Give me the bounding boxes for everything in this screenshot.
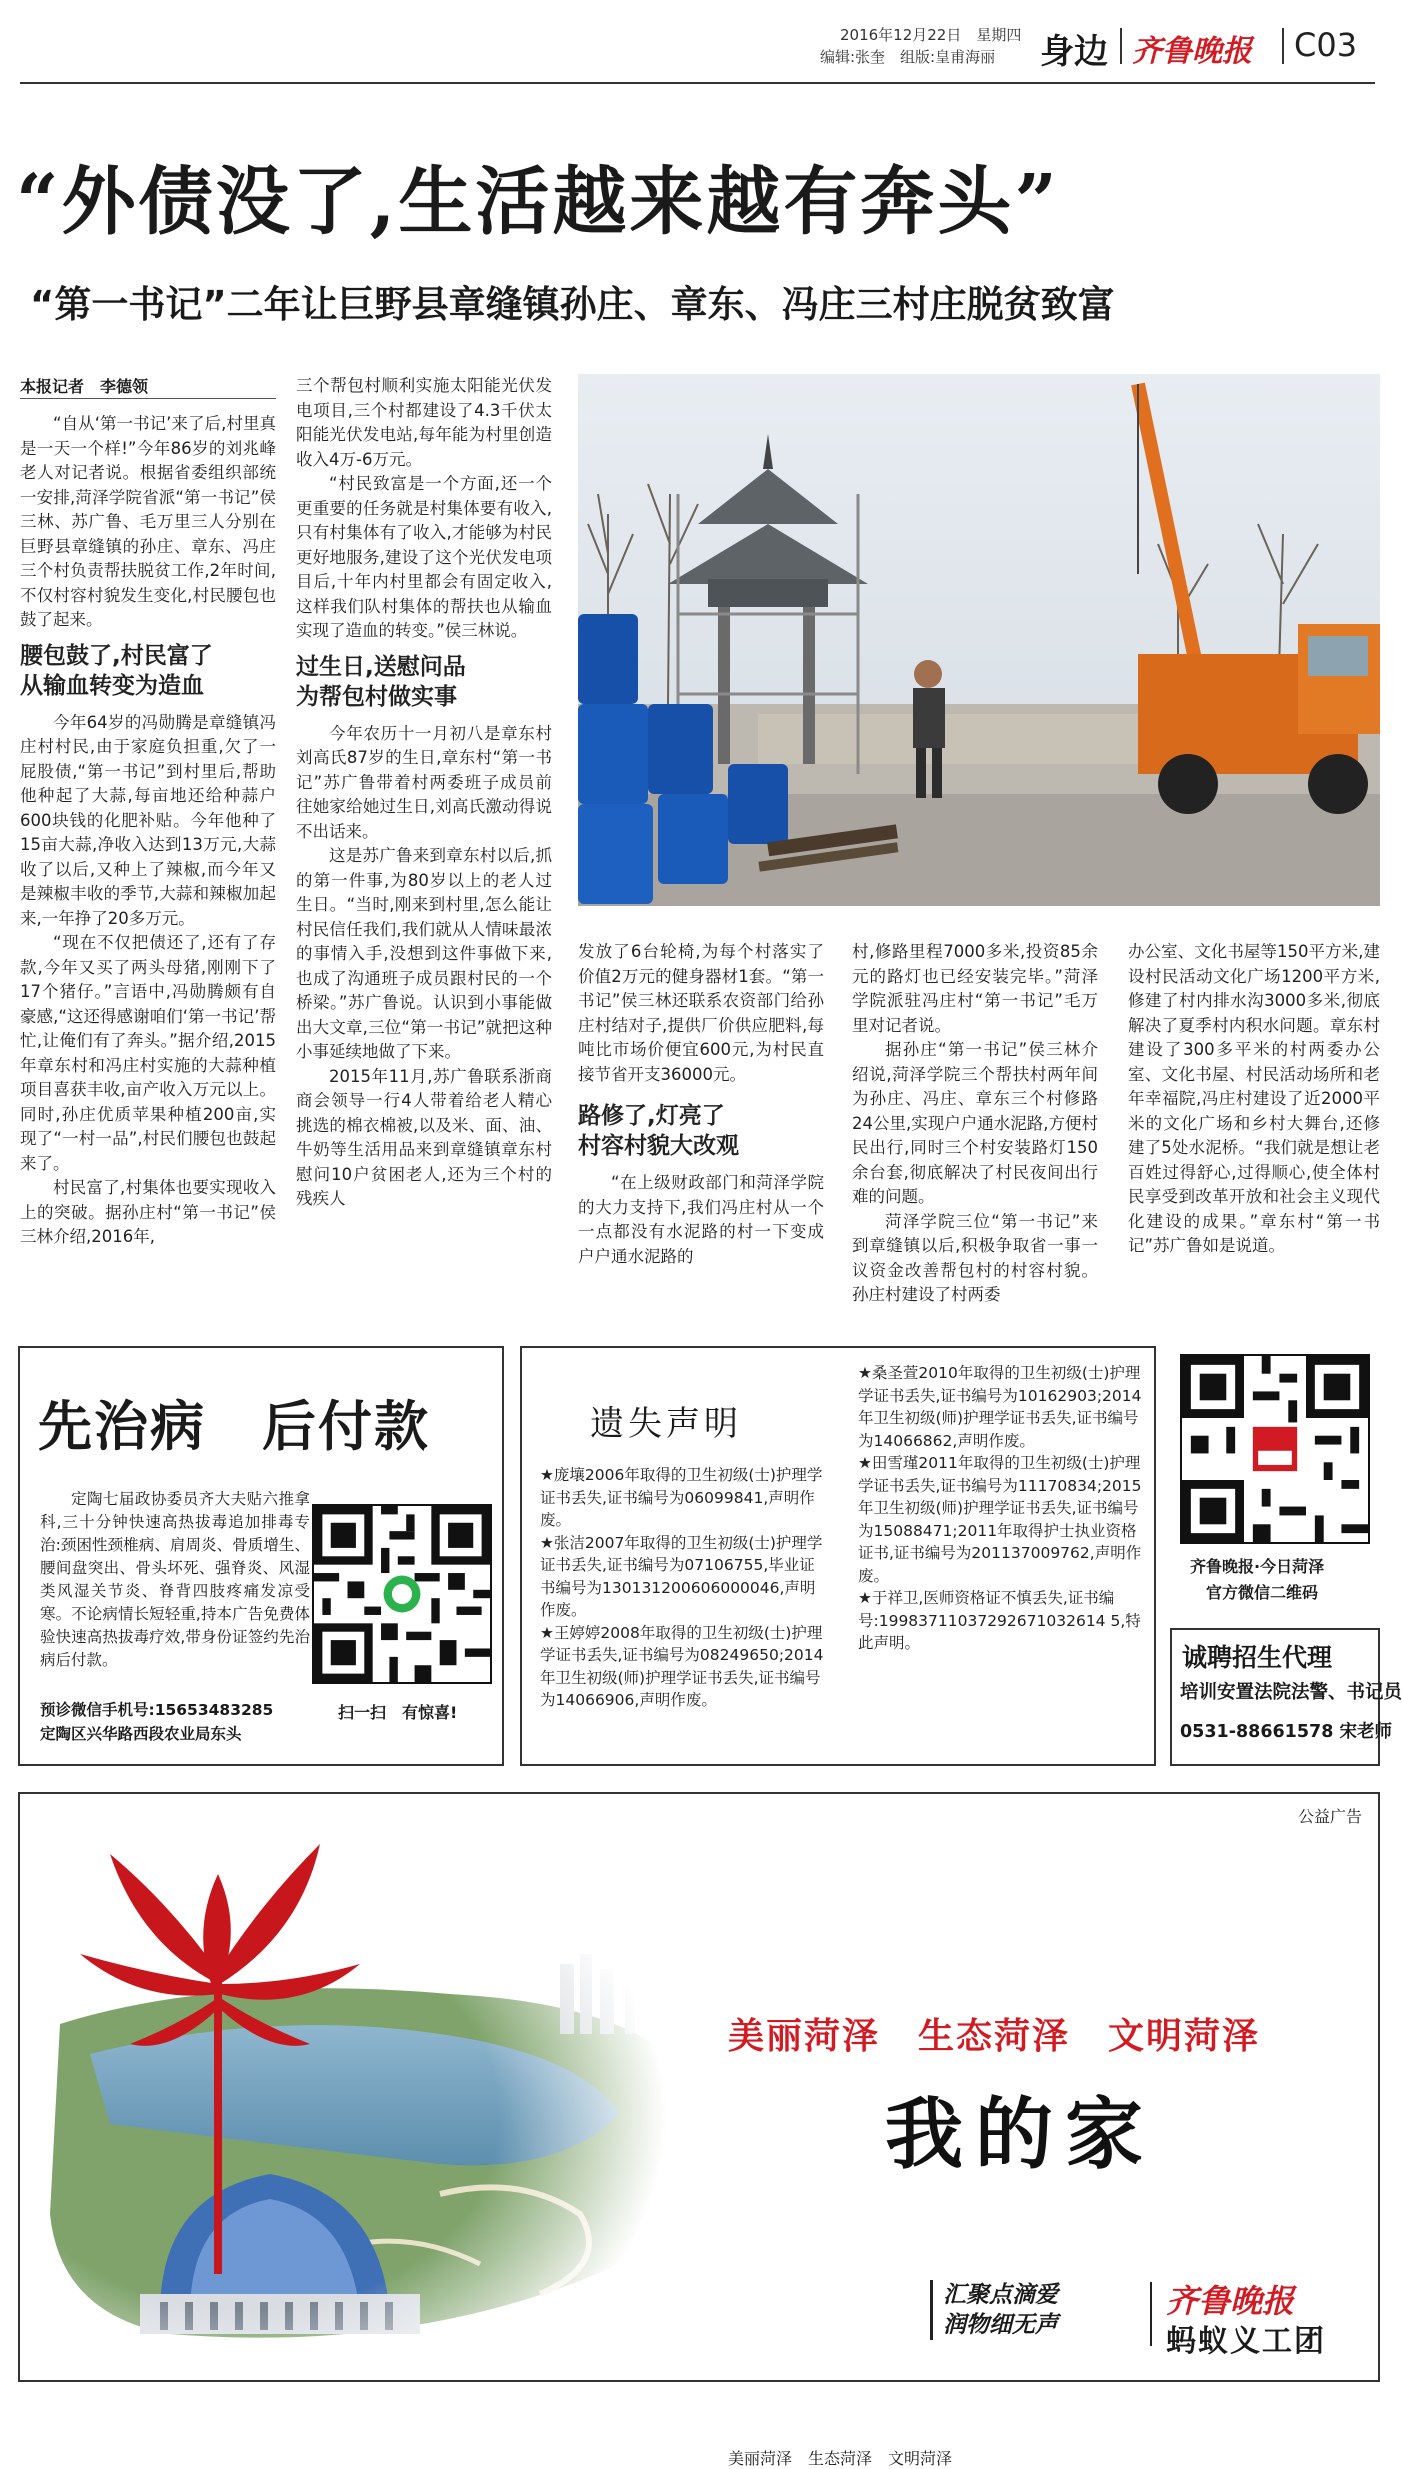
- section-name: 身边: [1040, 32, 1108, 72]
- notice-item: ★于祥卫,医师资格证不慎丢失,证书编号:19983711037292671032614 5,特此声明。: [858, 1589, 1141, 1652]
- notice-item: ★王婷婷2008年取得的卫生初级(士)护理学证书丢失,证书编号为08249650;2014年卫生初级(师)护理学证书丢失,证书编号为14066906,声明作废。: [540, 1623, 824, 1709]
- subheading: 过生日,送慰问品 为帮包村做实事: [296, 653, 466, 710]
- paragraph: 据孙庄“第一书记”侯三林介绍说,菏泽学院三个帮扶村两年间为孙庄、冯庄、章东三个村修路24公里,实现户户通水泥路,方便村民出行,同时三个村安装路灯150余台套,彻底解决了村民夜间出行难的问题。: [852, 1040, 1098, 1206]
- notice-item: ★田雪瑾2011年取得的卫生初级(士)护理学证书丢失,证书编号为11170834;2015年卫生初级(师)护理学证书丢失,证书编号为15088471;2011年取得护士执业资格证书,证书编号为201137009762,声明作废。: [858, 1454, 1142, 1585]
- paper-logo: 齐鲁晚报: [1132, 34, 1252, 69]
- qr-code: [312, 1504, 492, 1684]
- paragraph: 这是苏广鲁来到章东村以后,抓的第一件事,为80岁以上的老人过生日。“当时,刚来到村里,怎么能让村民信任我们,我们就从人情味最浓的事情入手,没想到这件事做下来,也成了沟通班子成员跟村民的一个桥梁。”苏广鲁说。认识到小事能做出大文章,三位“第一书记”就把这种小事延续地做了下来。: [296, 846, 552, 1061]
- wechat-caption-2: 官方微信二维码: [1206, 1583, 1319, 1602]
- wechat-caption-1: 齐鲁晚报·今日菏泽: [1190, 1557, 1325, 1576]
- page-number: C03: [1294, 26, 1358, 64]
- qr-pattern: [314, 1506, 490, 1682]
- paragraph: 办公室、文化书屋等150平方米,建设村民活动文化广场1200平方米,修建了村内排水沟3000多米,彻底解决了夏季村内积水问题。章东村建设了300多平米的村两委办公室、文化书屋、村民活动场所和老年幸福院,冯庄村建设了近2000平米的文化广场和乡村大舞台,还修建了5处水泥桥。“我们就是想让老百姓过得舒心,过得顺心,使全体村民享受到改革开放和社会主义现代化建设的成果。”章东村“第一书记”苏广鲁如是说道。: [1128, 942, 1380, 1255]
- qr-code: [1180, 1354, 1370, 1544]
- paragraph: “在上级财政部门和菏泽学院的大力支持下,我们冯庄村从一个一点都没有水泥路的村一下变成户户通水泥路的: [578, 1173, 824, 1266]
- wechat-ad: [1170, 1346, 1380, 1586]
- news-photo: [578, 374, 1380, 906]
- ad-clinic-title: 先治病 后付款: [38, 1395, 430, 1458]
- public-ad-title: 我的家: [885, 2089, 1156, 2180]
- paragraph: 村,修路里程7000多米,投资85余元的路灯也已经安装完毕。”菏泽学院派驻冯庄村“第一书记”毛万里对记者说。: [852, 942, 1098, 1035]
- public-ad-right-logo-sub: 蚂蚁义工团: [1166, 2324, 1326, 2359]
- article-column-2: [296, 374, 552, 1212]
- subheading: 腰包鼓了,村民富了 从输血转变为造血: [20, 642, 213, 699]
- lost-notice-box: [520, 1346, 1156, 1766]
- byline-rule: [20, 398, 276, 399]
- byline: 本报记者 李德领: [20, 377, 149, 396]
- lost-notice-right: [858, 1362, 1144, 1655]
- public-ad-slogan: 美丽菏泽 生态菏泽 文明菏泽: [728, 2449, 953, 2468]
- subheading: 路修了,灯亮了 村容村貌大改观: [578, 1103, 739, 1159]
- public-ad-slogan-line: 美丽菏泽 生态菏泽 文明菏泽: [728, 2016, 1261, 2057]
- paragraph: “自从‘第一书记’来了后,村里真是一天一个样!”今年86岁的刘兆峰老人对记者说。根据省委组织部统一安排,菏泽学院省派“第一书记”侯三林、苏广鲁、毛万里三人分别在巨野县章缝镇的孙庄、章东、冯庄三个村负责帮扶脱贫工作,2年时间,不仅村容村貌发生变化,村民腰包也鼓了起来。: [20, 414, 276, 629]
- qr-caption: 扫一扫 有惊喜!: [338, 1703, 458, 1722]
- page-header: [0, 0, 1395, 80]
- article-column-5: [1128, 940, 1380, 1259]
- recruit-ad: [1170, 1628, 1402, 1766]
- header-date: 2016年12月22日 星期四: [840, 26, 1022, 44]
- subheadline: “第一书记”二年让巨野县章缝镇孙庄、章东、冯庄三村庄脱贫致富: [30, 283, 1115, 326]
- header-rule: [20, 82, 1375, 84]
- paragraph: 2015年11月,苏广鲁联系浙商商会领导一行4人带着给老人精心挑选的棉衣棉被,以及米、面、油、牛奶等生活用品来到章缝镇章东村慰问10户贫困老人,还为三个村的残疾人: [296, 1066, 552, 1208]
- recruit-line-1: 诚聘招生代理: [1182, 1643, 1333, 1672]
- lost-notice-left: [540, 1464, 826, 1712]
- recruit-line-2: 培训安置法院法警、书记员: [1180, 1682, 1402, 1703]
- article-column-4: [852, 940, 1098, 1308]
- construction-photo-illustration: [578, 374, 1380, 906]
- paragraph: “现在不仅把债还了,还有了存款,今年又买了两头母猪,刚刚下了17个猪仔。”言语中,冯勋腾颇有自豪感,“这还得感谢咱们‘第一书记’帮忙,让俺们有了奔头。”据介绍,2015年章东村和冯庄村实施的大蒜种植项目喜获丰收,亩产收入万元以上。同时,孙庄优质苹果种植200亩,实现了“一村一品”,村民们腰包也鼓起来了。: [20, 933, 276, 1173]
- article-column-1: [20, 412, 276, 1250]
- article-column-3: [578, 940, 824, 1269]
- notice-item: ★张洁2007年取得的卫生初级(士)护理学证书丢失,证书编号为07106755,毕业证书编号为130131200606000046,声明作废。: [540, 1533, 823, 1619]
- divider-bar: [1282, 28, 1284, 64]
- logo-divider: [1150, 2282, 1152, 2346]
- notice-item: ★庞壤2006年取得的卫生初级(士)护理学证书丢失,证书编号为06099841,声明作废。: [540, 1466, 823, 1529]
- ad-clinic-address: 定陶区兴华路西段农业局东头: [40, 1725, 242, 1743]
- public-ad-right-logo: 齐鲁晚报: [1166, 2282, 1295, 2320]
- lost-notice-title: 遗失声明: [590, 1404, 742, 1444]
- header-editor: 编辑:张奎 组版:皇甫海丽: [820, 48, 996, 66]
- paragraph: 今年64岁的冯勋腾是章缝镇冯庄村村民,由于家庭负担重,欠了一屁股债,“第一书记”到村里后,帮助他种起了大蒜,每亩地还给种蒜户600块钱的化肥补贴。今年他种了15亩大蒜,净收入达到13万元,大蒜收了以后,又种上了辣椒,而今年又是辣椒丰收的季节,大蒜和辣椒加起来,一年挣了20多万元。: [20, 712, 276, 928]
- public-ad-left-logo: 汇聚点滴爱 润物细无声: [930, 2280, 1130, 2340]
- paragraph: 今年农历十一月初八是章东村刘高氏87岁的生日,章东村“第一书记”苏广鲁带着村两委班子成员前往她家给她过生日,刘高氏激动得说不出话来。: [296, 723, 552, 841]
- public-ad-tag: 公益广告: [1297, 1807, 1362, 1826]
- paragraph: “村民致富是一个方面,还一个更重要的任务就是村集体要有收入,只有村集体有了收入,才能够为村民更好地服务,建设了这个光伏发电项目后,十年内村里都会有固定收入,这样我们队村集体的帮扶也从输血实现了造血的转变。”侯三林说。: [296, 474, 552, 640]
- ad-clinic: [18, 1346, 504, 1766]
- qr-pattern: [1182, 1356, 1368, 1542]
- ad-clinic-body: 定陶七届政协委员齐大夫贴六推拿科,三十分钟快速高热拔毒追加排毒专治:颈困性颈椎病、肩周炎、骨质增生、腰间盘突出、骨头坏死、强脊炎、风湿类风湿关节炎、脊背四肢疼痛发凉受寒。不论病情长短轻重,持本广告免费体验快速高热拔毒疗效,带身份证签约先治病后付款。: [40, 1490, 310, 1669]
- divider-bar: [1120, 28, 1122, 64]
- recruit-line-3: 0531-88661578 宋老师: [1180, 1722, 1392, 1742]
- headline: “外债没了,生活越来越有奔头”: [16, 159, 1060, 245]
- paragraph: 菏泽学院三位“第一书记”来到章缝镇以后,积极争取省一事一议资金改善帮包村的村容村貌。孙庄村建设了村两委: [852, 1211, 1098, 1304]
- ad-clinic-phone: 预诊微信手机号:15653483285: [40, 1701, 274, 1719]
- paragraph: 发放了6台轮椅,为每个村落实了价值2万元的健身器材1套。“第一书记”侯三林还联系农资部门给孙庄村结对子,提供厂价供应肥料,每吨比市场价便宜600元,为村民直接节省开支36000元。: [578, 942, 824, 1084]
- paragraph: 村民富了,村集体也要实现收入上的突破。据孙庄村“第一书记”侯三林介绍,2016年,: [20, 1178, 276, 1246]
- notice-item: ★桑圣萱2010年取得的卫生初级(士)护理学证书丢失,证书编号为10162903;2014年卫生初级(师)护理学证书丢失,证书编号为14066862,声明作废。: [858, 1364, 1142, 1450]
- paragraph: 三个帮包村顺利实施太阳能光伏发电项目,三个村都建设了4.3千伏太阳能光伏发电站,每年能为村里创造收入4万-6万元。: [296, 376, 552, 469]
